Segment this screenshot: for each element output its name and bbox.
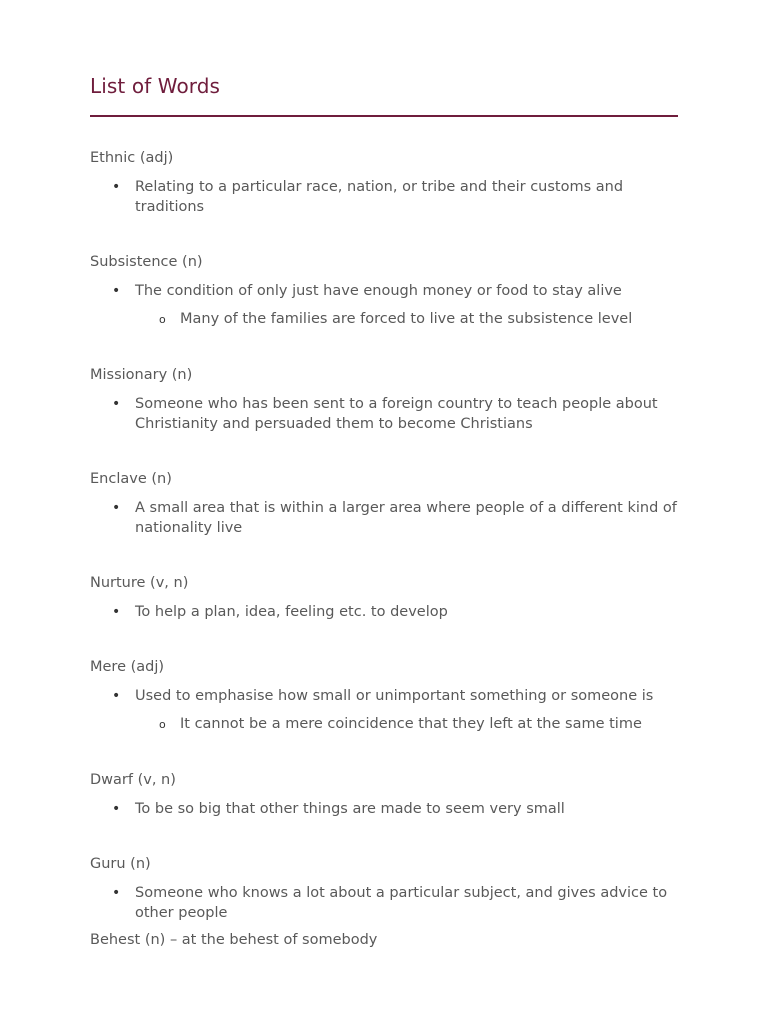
word-example (90, 309, 680, 329)
word-definition (90, 883, 680, 923)
definition-text: To help a plan, idea, feeling etc. to develop (135, 604, 448, 620)
word-term: Guru (n) (90, 856, 151, 872)
word-definition (90, 394, 680, 434)
page-title: List of Words (90, 74, 221, 98)
bullet-icon: • (112, 688, 121, 704)
word-term: Missionary (n) (90, 367, 193, 383)
word-definition (90, 498, 680, 538)
word-entry-nurture (90, 573, 680, 622)
word-entry-mere (90, 657, 680, 734)
word-definition (90, 281, 680, 301)
bullet-icon: • (112, 396, 121, 412)
word-definition (90, 799, 680, 819)
bullet-icon: • (112, 604, 121, 620)
word-definition (90, 177, 680, 217)
bullet-icon: • (112, 179, 121, 195)
word-term: Enclave (n) (90, 471, 172, 487)
definition-text: Someone who knows a lot about a particular subject, and gives advice to other people (135, 885, 668, 921)
word-entry-guru (90, 854, 680, 923)
word-term: Mere (adj) (90, 659, 165, 675)
word-term: Dwarf (v, n) (90, 772, 176, 788)
word-entry-behest (90, 930, 680, 950)
word-example (90, 714, 680, 734)
definition-text: The condition of only just have enough money or food to stay alive (135, 283, 622, 299)
word-list (90, 148, 680, 950)
title-divider (90, 115, 678, 117)
word-term: Behest (n) – at the behest of somebody (90, 932, 378, 948)
word-entry-enclave (90, 469, 680, 538)
definition-text: Used to emphasise how small or unimportant something or someone is (135, 688, 654, 704)
definition-text: Someone who has been sent to a foreign country to teach people about Christianity and persuaded them to become Christians (135, 396, 658, 432)
word-term: Subsistence (n) (90, 254, 203, 270)
word-entry-ethnic (90, 148, 680, 217)
word-entry-missionary (90, 365, 680, 434)
bullet-icon: • (112, 500, 121, 516)
word-entry-subsistence (90, 252, 680, 329)
sub-bullet-icon: o (159, 718, 166, 731)
word-term: Nurture (v, n) (90, 575, 189, 591)
bullet-icon: • (112, 801, 121, 817)
example-text: Many of the families are forced to live at the subsistence level (180, 311, 633, 327)
bullet-icon: • (112, 885, 121, 901)
definition-text: A small area that is within a larger area where people of a different kind of nationality live (135, 500, 677, 536)
definition-text: To be so big that other things are made to seem very small (135, 801, 565, 817)
word-definition (90, 686, 680, 706)
example-text: It cannot be a mere coincidence that they left at the same time (180, 716, 642, 732)
word-entry-dwarf (90, 770, 680, 819)
sub-bullet-icon: o (159, 313, 166, 326)
word-definition (90, 602, 680, 622)
definition-text: Relating to a particular race, nation, or tribe and their customs and traditions (135, 179, 624, 215)
word-term: Ethnic (adj) (90, 150, 174, 166)
bullet-icon: • (112, 283, 121, 299)
